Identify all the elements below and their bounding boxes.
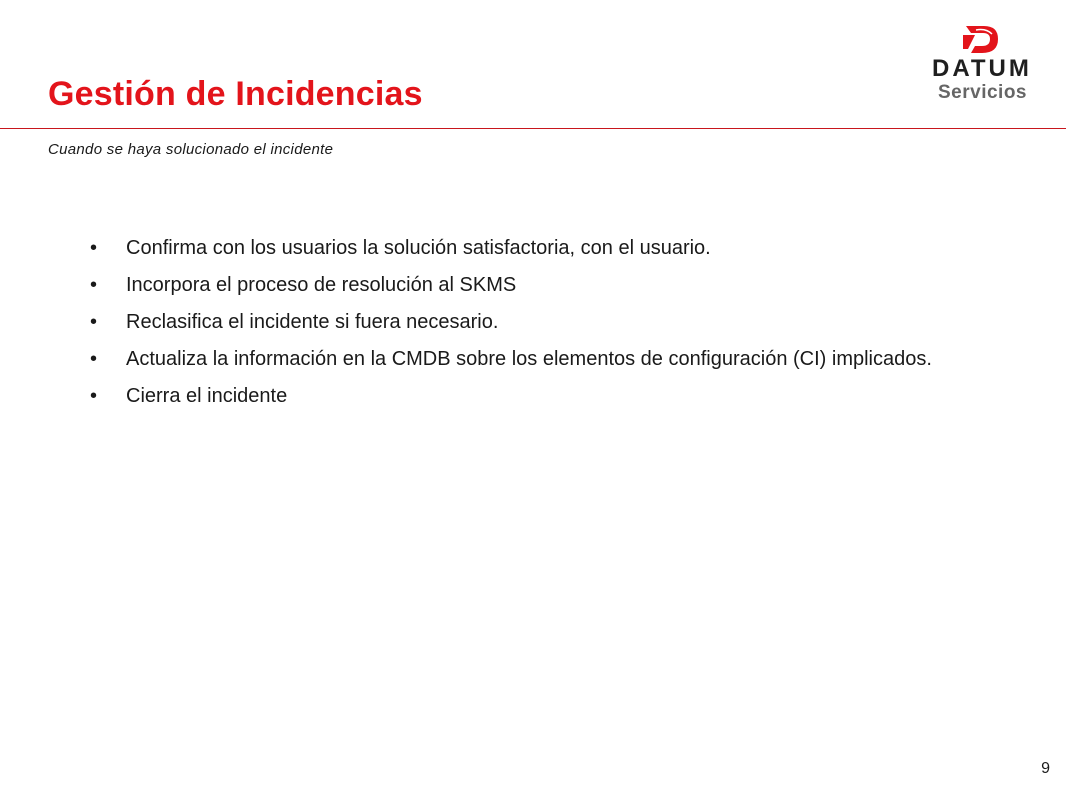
bullet-text: Reclasifica el incidente si fuera necesario.: [126, 311, 499, 333]
bullet-dot: •: [90, 311, 98, 333]
logo-brand-text: DATUM: [932, 55, 1032, 82]
bullet-dot: •: [90, 274, 98, 296]
bullet-list: [90, 234, 950, 419]
datum-logo: [928, 22, 1052, 106]
list-item: [90, 345, 950, 373]
list-item: [90, 382, 950, 410]
slide-subtitle: Cuando se haya solucionado el incidente: [48, 141, 334, 158]
bullet-text: Confirma con los usuarios la solución satisfactoria, con el usuario.: [126, 237, 711, 259]
list-item: [90, 271, 950, 299]
list-item: [90, 234, 950, 262]
bullet-dot: •: [90, 237, 98, 259]
bullet-dot: •: [90, 348, 98, 370]
datum-d-logo-icon: [962, 22, 1002, 58]
bullet-text: Cierra el incidente: [126, 385, 288, 407]
page-number: 9: [1041, 760, 1050, 777]
bullet-text: Actualiza la información en la CMDB sobre los elementos de configuración (CI) implicados.: [126, 348, 932, 370]
logo-tagline: Servicios: [938, 82, 1027, 103]
list-item: [90, 308, 950, 336]
bullet-dot: •: [90, 385, 98, 407]
bullet-text: Incorpora el proceso de resolución al SKMS: [126, 274, 517, 296]
slide-title: Gestión de Incidencias: [48, 75, 423, 113]
title-divider: [0, 128, 1066, 129]
